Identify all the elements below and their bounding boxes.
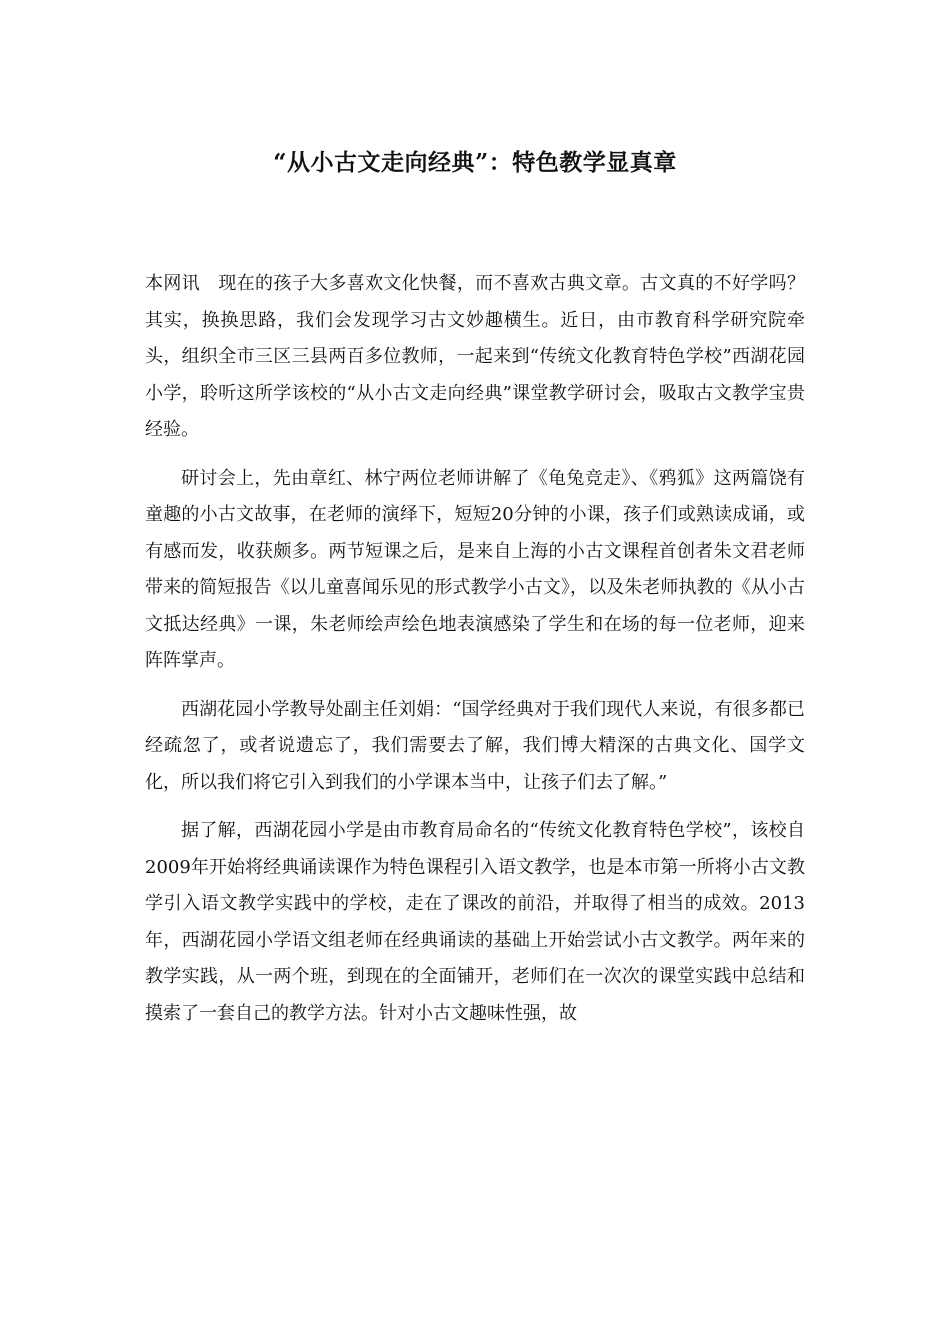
article-body [145,266,805,1044]
paragraph-seminar: 研讨会上，先由章红、林宁两位老师讲解了《龟兔竞走》、《鸦狐》这两篇饶有童趣的小古文故事，在老师的演绎下，短短20分钟的小课，孩子们或熟读成诵，或有感而发，收获颇多。两节短课之后，是来自上海的小古文课程首创者朱文君老师带来的简短报告《以儿童喜闻乐见的形式教学小古文》，以及朱老师执教的《从小古文抵达经典》一课，朱老师绘声绘色地表演感染了学生和在场的每一位老师，迎来阵阵掌声。 [145,467,805,671]
paragraph-intro: 本网讯 现在的孩子大多喜欢文化快餐，而不喜欢古典文章。古文真的不好学吗？其实，换换思路，我们会发现学习古文妙趣横生。近日，由市教育科学研究院牵头，组织全市三区三县两百多位教师，一起来到“传统文化教育特色学校”西湖花园小学，聆听这所学该校的“从小古文走向经典”课堂教学研讨会，吸取古文教学宝贵经验。 [145,273,805,440]
paragraph-quote: 西湖花园小学教导处副主任刘娟：“国学经典对于我们现代人来说，有很多都已经疏忽了，或者说遗忘了，我们需要去了解，我们博大精深的古典文化、国学文化，所以我们将它引入到我们的小学课本当中，让孩子们去了解。” [145,698,805,793]
article-title: “从小古文走向经典”：特色教学显真章 [273,149,677,176]
paragraph-background: 据了解，西湖花园小学是由市教育局命名的“传统文化教育特色学校”，该校自2009年开始将经典诵读课作为特色课程引入语文教学，也是本市第一所将小古文教学引入语文教学实践中的学校，走在了课改的前沿，并取得了相当的成效。2013年，西湖花园小学语文组老师在经典诵读的基础上开始尝试小古文教学。两年来的教学实践，从一两个班，到现在的全面铺开，老师们在一次次的课堂实践中总结和摸索了一套自己的教学方法。针对小古文趣味性强，故 [145,820,805,1024]
